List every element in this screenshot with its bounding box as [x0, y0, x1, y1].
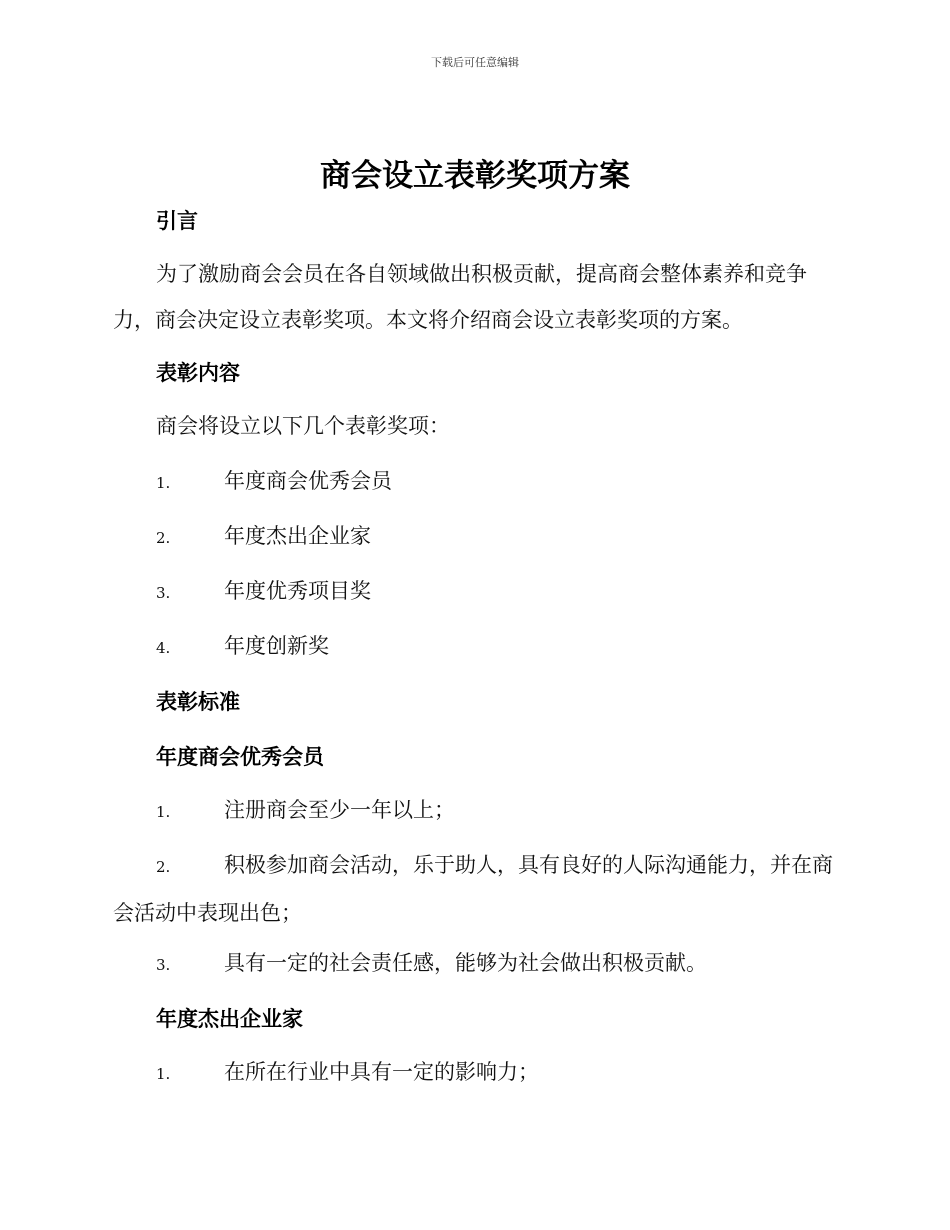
criteria-list-item: [113, 842, 837, 936]
intro-paragraph: 为了激励商会会员在各自领域做出积极贡献，提高商会整体素养和竞争力，商会决定设立表彰奖项。本文将介绍商会设立表彰奖项的方案。: [113, 262, 807, 332]
list-number: 4.: [156, 639, 171, 657]
document-title: 商会设立表彰奖项方案: [320, 158, 630, 194]
heading-content: 表彰内容: [156, 361, 240, 385]
criteria-list-item: [156, 940, 837, 988]
award-list-item: [156, 568, 837, 616]
list-number: 1.: [156, 1065, 171, 1083]
heading-entrepreneur: 年度杰出企业家: [156, 1007, 303, 1031]
list-text: 积极参加商会活动，乐于助人，具有良好的人际沟通能力，并在商会活动中表现出色；: [113, 853, 833, 925]
list-text: 年度创新奖: [224, 634, 329, 658]
list-text: 注册商会至少一年以上；: [224, 798, 455, 822]
list-number: 2.: [156, 858, 171, 876]
criteria-list-item: [156, 787, 837, 835]
list-text: 年度杰出企业家: [224, 524, 371, 548]
list-text: 具有一定的社会责任感，能够为社会做出积极贡献。: [224, 951, 707, 975]
list-number: 3.: [156, 956, 171, 974]
list-text: 年度商会优秀会员: [224, 469, 392, 493]
list-number: 2.: [156, 529, 171, 547]
award-list-item: [156, 623, 837, 671]
list-number: 1.: [156, 803, 171, 821]
award-list-item: [156, 458, 837, 506]
award-list-item: [156, 513, 837, 561]
list-text: 在所在行业中具有一定的影响力；: [224, 1060, 539, 1084]
heading-member: 年度商会优秀会员: [156, 745, 324, 769]
list-text: 年度优秀项目奖: [224, 579, 371, 603]
heading-intro: 引言: [156, 209, 198, 233]
header-note: 下载后可任意编辑: [431, 56, 519, 69]
heading-criteria: 表彰标准: [156, 690, 240, 714]
criteria-list-item: [156, 1049, 837, 1097]
list-number: 3.: [156, 584, 171, 602]
list-number: 1.: [156, 474, 171, 492]
content-paragraph: 商会将设立以下几个表彰奖项：: [156, 414, 450, 438]
